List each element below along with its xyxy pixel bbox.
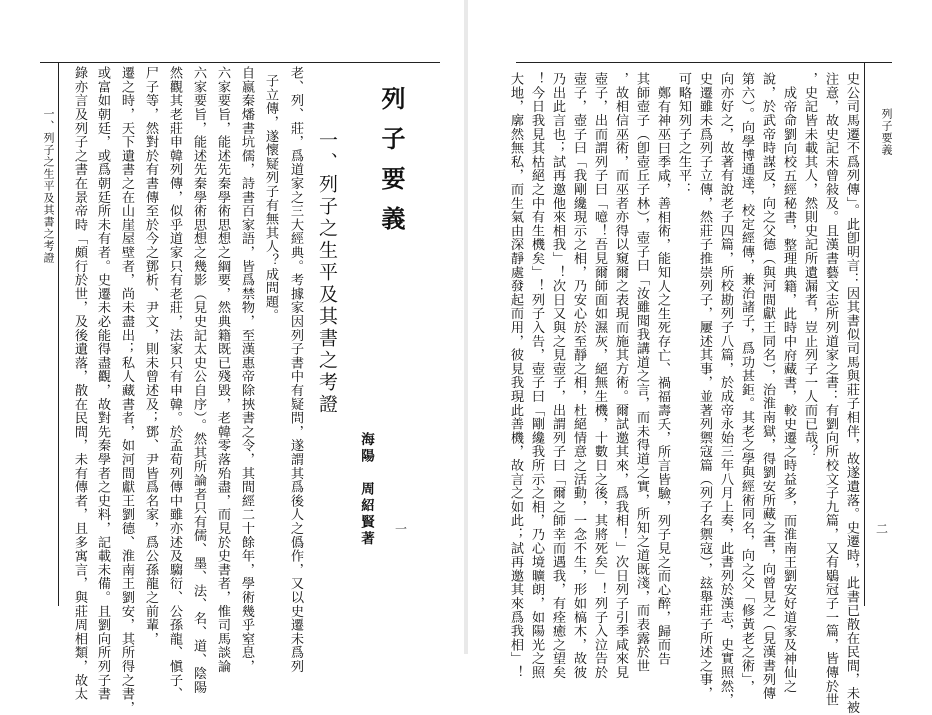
text-column: ，故相信巫術，而巫者亦得以窺爾之表現而施其方術。爾試邀其來，爲我相！」次日列子引季咸來見 (613, 72, 628, 680)
text-column: 壺子，出而謂列子曰「噫！吾見爾師面如濕灰，絕無生機，十數日之後，其將死矣」！列子入泣告於 (592, 72, 607, 680)
text-column: ！今日我見其枯絕之中有生機矣」！列子入告，壺子曰「剛纔我所示之相，乃心境曠朗，如陽光之照 (529, 72, 544, 680)
book-title: 列子要義 (377, 86, 406, 246)
text-column: 自嬴秦燔書坑儒，詩書百家語，皆爲禁物，至漢惠帝除挾書之令，其間經二十餘年，學術幾乎窒息， (239, 66, 254, 674)
text-column: 第六）。向學博通達，校定經傳，兼治諸子，爲功甚鉅。其老之學與經術同名，向之父「修黃老之術」， (739, 72, 754, 694)
text-column: 注意，故史記未曾敍及。且漢書藝文志所列道家之書：有劉向所校文子九篇，又有鶡冠子一篇，皆傳於世 (823, 72, 838, 707)
left-page (0, 0, 464, 715)
text-column: 或富如朝廷，或爲朝廷所未有者。史遷未必能得盡觀，故對先秦學者之史料，記載未備。且劉向所列子書 (95, 66, 110, 701)
text-column: 說，於武帝時謀反，向之父德（與河間獻王同名），治淮南獄，得劉安所藏之書，向曾見之（見漢書列傳 (760, 72, 775, 701)
running-head-right: 列子要義 (880, 108, 893, 156)
right-header-rule (516, 62, 892, 63)
right-margin-rule (864, 62, 865, 606)
author-line: 海陽 周紹賢著 (358, 432, 374, 548)
text-column: 壺子，壺子曰「我剛纔現示之相，乃安心於至靜之相，杜絕情意之活動，一念不生，形如槁木，故彼 (571, 72, 586, 680)
running-head-left: 一、列子之生平及其書之考證 (42, 108, 55, 264)
text-column: 成帝命劉向校五經秘書，整理典籍，此時中府藏書，較史遷之時益多，而淮南王劉安好道家及神仙之 (781, 86, 796, 694)
text-column: 鄭有神巫曰季咸，善相術，能知人之生死存亡、禍福壽夭，所言皆驗，列子見之而心醉，歸而告 (655, 86, 670, 666)
text-column: 尸子等，然對於有書傳至於今之鄧析、尹文，則未曾述及；鄧、尹皆爲名家，爲公孫龍之前輩， (143, 66, 158, 646)
text-column: 遷之時，天下遺書之在山崖屋壁者，尚未盡出；私人藏書者，如河間獻王劉德、淮南王劉安，其所得之書， (119, 66, 134, 715)
text-column: 六家要旨，能述先秦學術思想之幾影（見史記太史公自序）。然其所論者只有儒、墨、法、名、道、陰陽 (191, 66, 206, 695)
text-column: 錄亦言及列子之書在景帝時「頗行於世，及後遺落，散在民間，未有傳者，且多寓言，與莊周相類，故太 (72, 66, 87, 701)
text-column: 向亦好之，故著有說老子四篇，所校勘列子八篇，於成帝永始三年八月上奏，此書列於漢志，史實照然， (718, 72, 733, 707)
page-number-left: 一 (395, 522, 408, 536)
text-column: 老、列、莊，爲道家之三大經典。考據家因列子書中有疑問，遂謂其爲後人之僞作，又以史遷未爲列 (288, 66, 303, 674)
section-title: 一、列子之生平及其書之考證 (316, 130, 338, 416)
left-header-rule (40, 62, 440, 63)
text-column: 其師壺子（卽壺丘子林），壺子曰「汝雖聞我講道之言，而未得道之實，所知之道既淺，而表露於世 (634, 72, 649, 673)
text-column: ，史記皆未載其人，然則史記所遺漏者，豈止列子一人而已哉？ (802, 72, 817, 459)
text-column: 然觀其老莊申韓列傳，似乎道家只有老莊，法家只有申韓。於孟荀列傳中雖亦述及騶衍、公孫龍、愼子、 (167, 66, 182, 701)
right-page (468, 0, 932, 714)
text-column: 史遷雖未爲列子立傳，然莊子推崇列子，屢述其事，並著列禦寇篇（列子名禦寇），玆舉莊子所述之事， (697, 72, 712, 701)
text-column: 子立傳，遂懷疑列子有無其人？成問題。 (263, 74, 278, 323)
page-number-right: 二 (876, 522, 889, 536)
text-column: 史公司馬遷不爲列傳」。此卽明言：因其書似司馬與莊子相伴，故遂遺落。史遷時，此書已散在民間，未被 (844, 72, 859, 714)
text-column: 六家要旨，能述先秦學術思想之綱要，然典籍既已殘毀，老韓零落殆盡，而見於史書者，惟司馬談論 (215, 66, 230, 674)
text-column: 乃出此言也；試再邀他來相我」！次日又與之見壺子，出謂列子曰「爾之師幸而遇我，有痊癒之望矣 (550, 72, 565, 680)
left-margin-rule (58, 62, 59, 606)
text-column: 可略知列子之生平： (676, 72, 691, 197)
text-column: 大地，廓然無私，而生氣由深靜處發起而用，彼見我現此善機，故言之如此；試再邀其來爲我相」！ (508, 72, 523, 680)
